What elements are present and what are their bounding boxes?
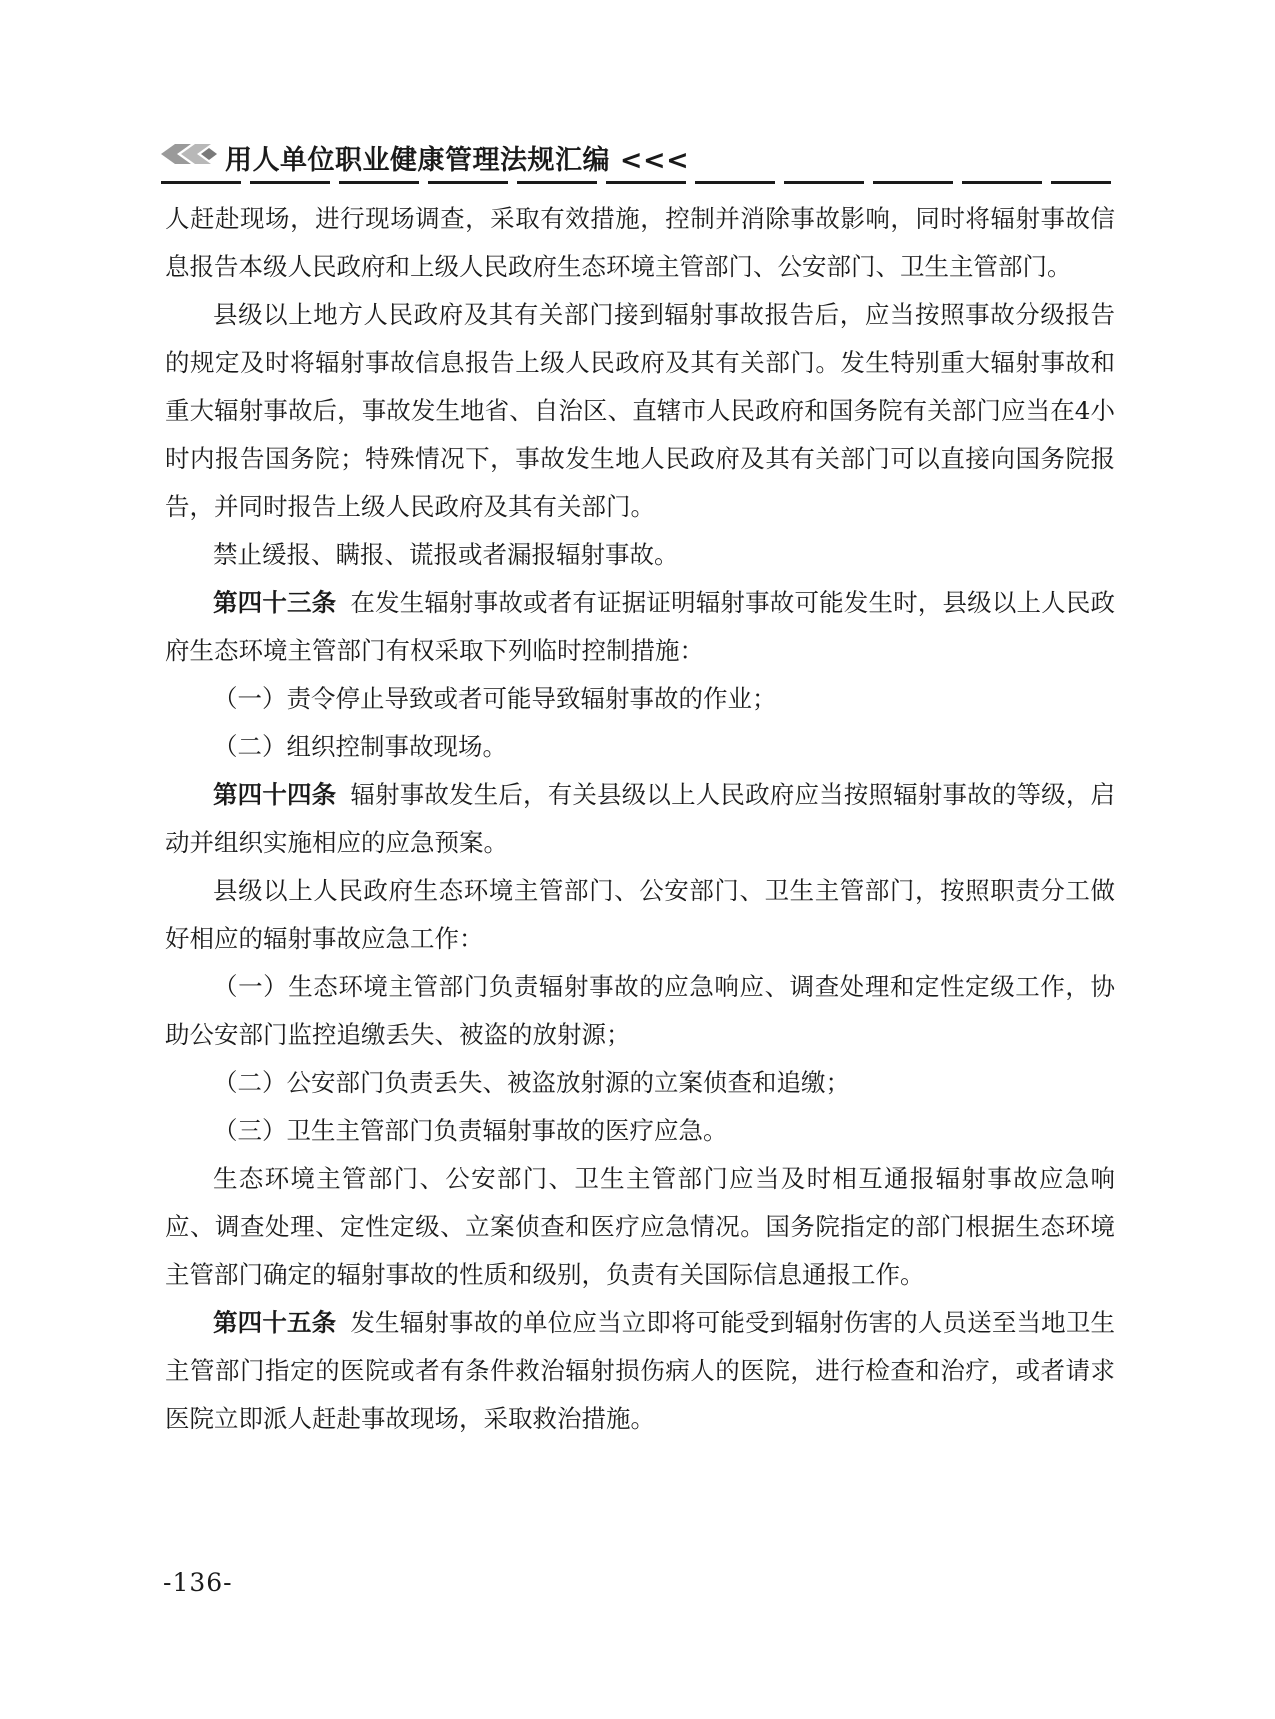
article-number: 第四十五条 (213, 1308, 337, 1337)
article-number: 第四十四条 (213, 780, 337, 809)
paragraph-text: （三）卫生主管部门负责辐射事故的医疗应急。 (213, 1116, 728, 1145)
paragraph (165, 723, 1115, 771)
paragraph-text: 发生辐射事故的单位应当立即将可能受到辐射伤害的人员送至当地卫生主管部门指定的医院或者有条件救治辐射损伤病人的医院，进行检查和治疗，或者请求医院立即派人赶赴事故现场，采取救治措施。 (165, 1308, 1115, 1433)
page-number: -136- (163, 1568, 233, 1597)
article-number: 第四十三条 (213, 588, 337, 617)
paragraph (165, 675, 1115, 723)
paragraph-text: 禁止缓报、瞒报、谎报或者漏报辐射事故。 (213, 540, 679, 569)
paragraph (165, 531, 1115, 579)
article-paragraph (165, 1299, 1115, 1443)
paragraph (165, 867, 1115, 963)
paragraph-text: （一）生态环境主管部门负责辐射事故的应急响应、调查处理和定性定级工作，协助公安部门监控追缴丢失、被盗的放射源； (165, 972, 1115, 1049)
paragraph-text: 生态环境主管部门、公安部门、卫生主管部门应当及时相互通报辐射事故应急响应、调查处理、定性定级、立案侦查和医疗应急情况。国务院指定的部门根据生态环境主管部门确定的辐射事故的性质和级别，负责有关国际信息通报工作。 (165, 1164, 1115, 1289)
paragraph (165, 963, 1115, 1059)
paragraph (165, 291, 1115, 531)
header-title: 用人单位职业健康管理法规汇编 <<< (225, 145, 690, 176)
header-divider (161, 181, 1111, 184)
body-text (165, 195, 1115, 1443)
double-chevron-arrow-icon (161, 142, 223, 170)
paragraph-text: （二）公安部门负责丢失、被盗放射源的立案侦查和追缴； (213, 1068, 850, 1097)
paragraph-text: （一）责令停止导致或者可能导致辐射事故的作业； (213, 684, 777, 713)
paragraph (165, 1155, 1115, 1299)
paragraph (165, 195, 1115, 291)
paragraph (165, 1059, 1115, 1107)
paragraph-text: （二）组织控制事故现场。 (213, 732, 507, 761)
article-paragraph (165, 771, 1115, 867)
paragraph-text: 在发生辐射事故或者有证据证明辐射事故可能发生时，县级以上人民政府生态环境主管部门有权采取下列临时控制措施： (165, 588, 1115, 665)
paragraph-text: 县级以上人民政府生态环境主管部门、公安部门、卫生主管部门，按照职责分工做好相应的辐射事故应急工作： (165, 876, 1115, 953)
paragraph-text: 县级以上地方人民政府及其有关部门接到辐射事故报告后，应当按照事故分级报告的规定及时将辐射事故信息报告上级人民政府及其有关部门。发生特别重大辐射事故和重大辐射事故后，事故发生地省、自治区、直辖市人民政府和国务院有关部门应当在4小时内报告国务院；特殊情况下，事故发生地人民政府及其有关部门可以直接向国务院报告，并同时报告上级人民政府及其有关部门。 (165, 300, 1115, 521)
paragraph-text: 辐射事故发生后，有关县级以上人民政府应当按照辐射事故的等级，启动并组织实施相应的应急预案。 (165, 780, 1115, 857)
paragraph (165, 1107, 1115, 1155)
article-paragraph (165, 579, 1115, 675)
running-header (161, 136, 1111, 178)
paragraph-text: 人赶赴现场，进行现场调查，采取有效措施，控制并消除事故影响，同时将辐射事故信息报告本级人民政府和上级人民政府生态环境主管部门、公安部门、卫生主管部门。 (165, 204, 1115, 281)
